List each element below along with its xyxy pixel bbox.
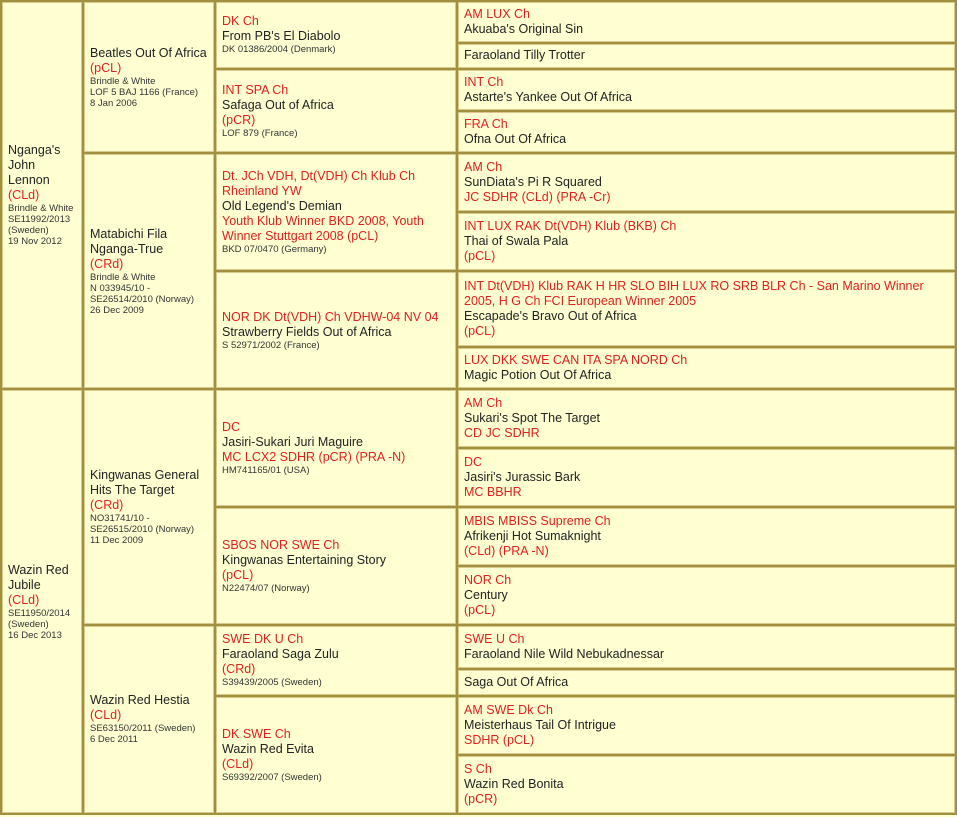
dog-birthdate: 16 Dec 2013: [8, 629, 62, 641]
gen2-cell-2: [84, 154, 214, 388]
dog-name[interactable]: Wazin Red Bonita: [464, 776, 564, 791]
dog-name[interactable]: Old Legend's Demian: [222, 199, 342, 214]
dog-name[interactable]: From PB's El Diabolo: [222, 29, 341, 44]
dog-name[interactable]: Faraoland Tilly Trotter: [464, 48, 585, 63]
dog-name[interactable]: Strawberry Fields Out of Africa: [222, 324, 392, 339]
dog-status: (pCL): [464, 323, 496, 338]
dog-name[interactable]: Faraoland Saga Zulu: [222, 647, 339, 662]
dog-birthdate: 8 Jan 2006: [90, 97, 138, 109]
dog-titles: AM Ch: [464, 395, 503, 410]
gen3-cell-4: [216, 272, 456, 388]
gen4-cell-13: [458, 626, 955, 668]
gen1-sire-cell: [2, 2, 82, 388]
dog-titles: DK Ch: [222, 14, 259, 29]
gen4-cell-10: [458, 449, 955, 506]
dog-titles: SBOS NOR SWE Ch: [222, 537, 340, 552]
dog-name[interactable]: Century: [464, 587, 508, 602]
gen3-cell-8: [216, 697, 456, 813]
dog-name[interactable]: Sukari's Spot The Target: [464, 410, 601, 425]
dog-color: Brindle & White: [90, 271, 156, 283]
dog-titles: INT Ch: [464, 74, 504, 89]
dog-name[interactable]: Wazin Red Hestia: [90, 693, 190, 708]
dog-registration: DK 01386/2004 (Denmark): [222, 44, 336, 56]
dog-status: (pCR): [222, 112, 256, 127]
dog-status: (CLd): [8, 188, 40, 202]
dog-registration: LOF 879 (France): [222, 127, 298, 139]
dog-registration: N22474/07 (Norway): [222, 582, 310, 594]
dog-status: MC BBHR: [464, 484, 522, 499]
dog-registration: SE11992/2013 (Sweden): [8, 214, 71, 236]
dog-name[interactable]: Akuaba's Original Sin: [464, 22, 584, 37]
dog-titles: DC: [464, 454, 483, 469]
dog-name[interactable]: Beatles Out Of Africa: [90, 45, 207, 60]
gen4-cell-11: [458, 508, 955, 565]
dog-name[interactable]: Saga Out Of Africa: [464, 675, 569, 690]
dog-registration: SE63150/2011 (Sweden): [90, 723, 196, 735]
dog-titles: LUX DKK SWE CAN ITA SPA NORD Ch: [464, 352, 688, 367]
dog-titles: DC: [222, 419, 241, 434]
gen4-cell-2: [458, 44, 955, 67]
dog-status: (CLd) (PRA -N): [464, 543, 549, 558]
dog-titles: FRA Ch: [464, 117, 508, 131]
dog-status: (pCL): [90, 60, 122, 75]
dog-color: Brindle & White: [8, 203, 74, 214]
dog-registration: LOF 5 BAJ 1166 (France): [90, 86, 199, 98]
gen4-cell-3: [458, 70, 955, 110]
gen4-cell-8: [458, 348, 955, 388]
gen3-cell-1: [216, 2, 456, 68]
dog-titles: AM SWE Dk Ch: [464, 702, 553, 717]
dog-titles: INT Dt(VDH) Klub RAK H HR SLO BIH LUX RO SRB BLR Ch - San Marino Winner 2005, H G Ch FCI European Winner 2005: [464, 278, 924, 308]
gen1-dam-cell: [2, 390, 82, 813]
dog-titles: AM Ch: [464, 160, 503, 175]
dog-status: SDHR (pCL): [464, 732, 535, 747]
dog-titles: DK SWE Ch: [222, 726, 291, 741]
dog-name[interactable]: Wazin Red Evita: [222, 741, 314, 756]
dog-name[interactable]: SunDiata's Pi R Squared: [464, 175, 602, 190]
dog-titles: MBIS MBISS Supreme Ch: [464, 513, 611, 528]
gen4-cell-5: [458, 154, 955, 211]
gen2-cell-4: [84, 626, 214, 813]
dog-status: (pCL): [464, 249, 496, 264]
dog-registration: SE11950/2014 (Sweden): [8, 607, 71, 630]
dog-color: Brindle & White: [90, 75, 156, 87]
dog-birthdate: 6 Dec 2011: [90, 734, 138, 746]
dog-registration: NO31741/10 - SE26515/2010 (Norway): [90, 512, 195, 535]
dog-titles: SWE DK U Ch: [222, 632, 304, 647]
dog-name[interactable]: Magic Potion Out Of Africa: [464, 367, 612, 382]
gen3-cell-5: [216, 390, 456, 506]
dog-status: MC LCX2 SDHR (pCR) (PRA -N): [222, 449, 406, 464]
dog-titles: Dt. JCh VDH, Dt(VDH) Ch Klub Ch Rheinland YW: [222, 169, 416, 199]
dog-titles: S Ch: [464, 761, 492, 776]
dog-name[interactable]: Jasiri's Jurassic Bark: [464, 469, 581, 484]
gen3-cell-2: [216, 70, 456, 152]
dog-name[interactable]: Afrikenji Hot Sumaknight: [464, 528, 601, 543]
dog-name[interactable]: Wazin Red Jubile: [8, 562, 69, 592]
dog-status: (CLd): [222, 756, 254, 771]
dog-status: (CRd): [90, 497, 124, 512]
dog-name[interactable]: Kingwanas General Hits The Target: [90, 467, 200, 497]
dog-status: (pCL): [222, 567, 254, 582]
gen3-cell-3: [216, 154, 456, 270]
dog-name[interactable]: Astarte's Yankee Out Of Africa: [464, 89, 632, 104]
dog-status: (pCR): [464, 791, 498, 806]
gen4-cell-1: [458, 2, 955, 42]
gen2-cell-3: [84, 390, 214, 624]
dog-status: (CRd): [90, 256, 124, 271]
dog-birthdate: 26 Dec 2009: [90, 304, 144, 316]
dog-birthdate: 19 Nov 2012: [8, 236, 62, 247]
dog-registration: N 033945/10 - SE26514/2010 (Norway): [90, 282, 195, 305]
dog-name[interactable]: Nganga's John Lennon: [8, 143, 61, 187]
dog-name[interactable]: Meisterhaus Tail Of Intrigue: [464, 717, 616, 732]
dog-titles: NOR DK Dt(VDH) Ch VDHW-04 NV 04: [222, 309, 439, 324]
gen4-cell-15: [458, 697, 955, 754]
dog-status: (pCL): [464, 602, 496, 617]
dog-titles: NOR Ch: [464, 572, 512, 587]
dog-registration: S 52971/2002 (France): [222, 339, 320, 351]
dog-birthdate: 11 Dec 2009: [90, 534, 144, 546]
dog-status: CD JC SDHR: [464, 425, 540, 440]
dog-titles: INT SPA Ch: [222, 82, 289, 97]
gen4-cell-12: [458, 567, 955, 624]
dog-name[interactable]: Jasiri-Sukari Juri Maguire: [222, 434, 364, 449]
gen4-cell-4: [458, 112, 955, 152]
gen4-cell-7: [458, 272, 955, 346]
dog-name[interactable]: Escapade's Bravo Out of Africa: [464, 308, 637, 323]
gen4-cell-14: [458, 670, 955, 695]
dog-name[interactable]: Faraoland Nile Wild Nebukadnessar: [464, 647, 665, 662]
dog-name[interactable]: Thai of Swala Pala: [464, 234, 569, 249]
dog-status: (CRd): [222, 662, 256, 677]
dog-name[interactable]: Kingwanas Entertaining Story: [222, 552, 386, 567]
dog-titles: INT LUX RAK Dt(VDH) Klub (BKB) Ch: [464, 219, 677, 234]
dog-status: (CLd): [90, 708, 122, 723]
gen2-cell-1: [84, 2, 214, 152]
dog-titles: AM LUX Ch: [464, 7, 530, 22]
dog-name[interactable]: Safaga Out of Africa: [222, 97, 334, 112]
dog-registration: BKD 07/0470 (Germany): [222, 244, 327, 256]
dog-titles: SWE U Ch: [464, 632, 525, 647]
dog-status: JC SDHR (CLd) (PRA -Cr): [464, 190, 611, 205]
gen4-cell-6: [458, 213, 955, 270]
gen4-cell-9: [458, 390, 955, 447]
dog-status: Youth Klub Winner BKD 2008, Youth Winner Stuttgart 2008 (pCL): [222, 214, 424, 244]
dog-status: (CLd): [8, 592, 40, 607]
dog-name[interactable]: Ofna Out Of Africa: [464, 132, 567, 146]
gen4-cell-16: [458, 756, 955, 813]
dog-registration: S69392/2007 (Sweden): [222, 771, 322, 783]
dog-name[interactable]: Matabichi Fila Nganga-True: [90, 226, 168, 256]
dog-registration: S39439/2005 (Sweden): [222, 677, 322, 689]
gen3-cell-7: [216, 626, 456, 695]
dog-registration: HM741165/01 (USA): [222, 464, 310, 476]
gen3-cell-6: [216, 508, 456, 624]
